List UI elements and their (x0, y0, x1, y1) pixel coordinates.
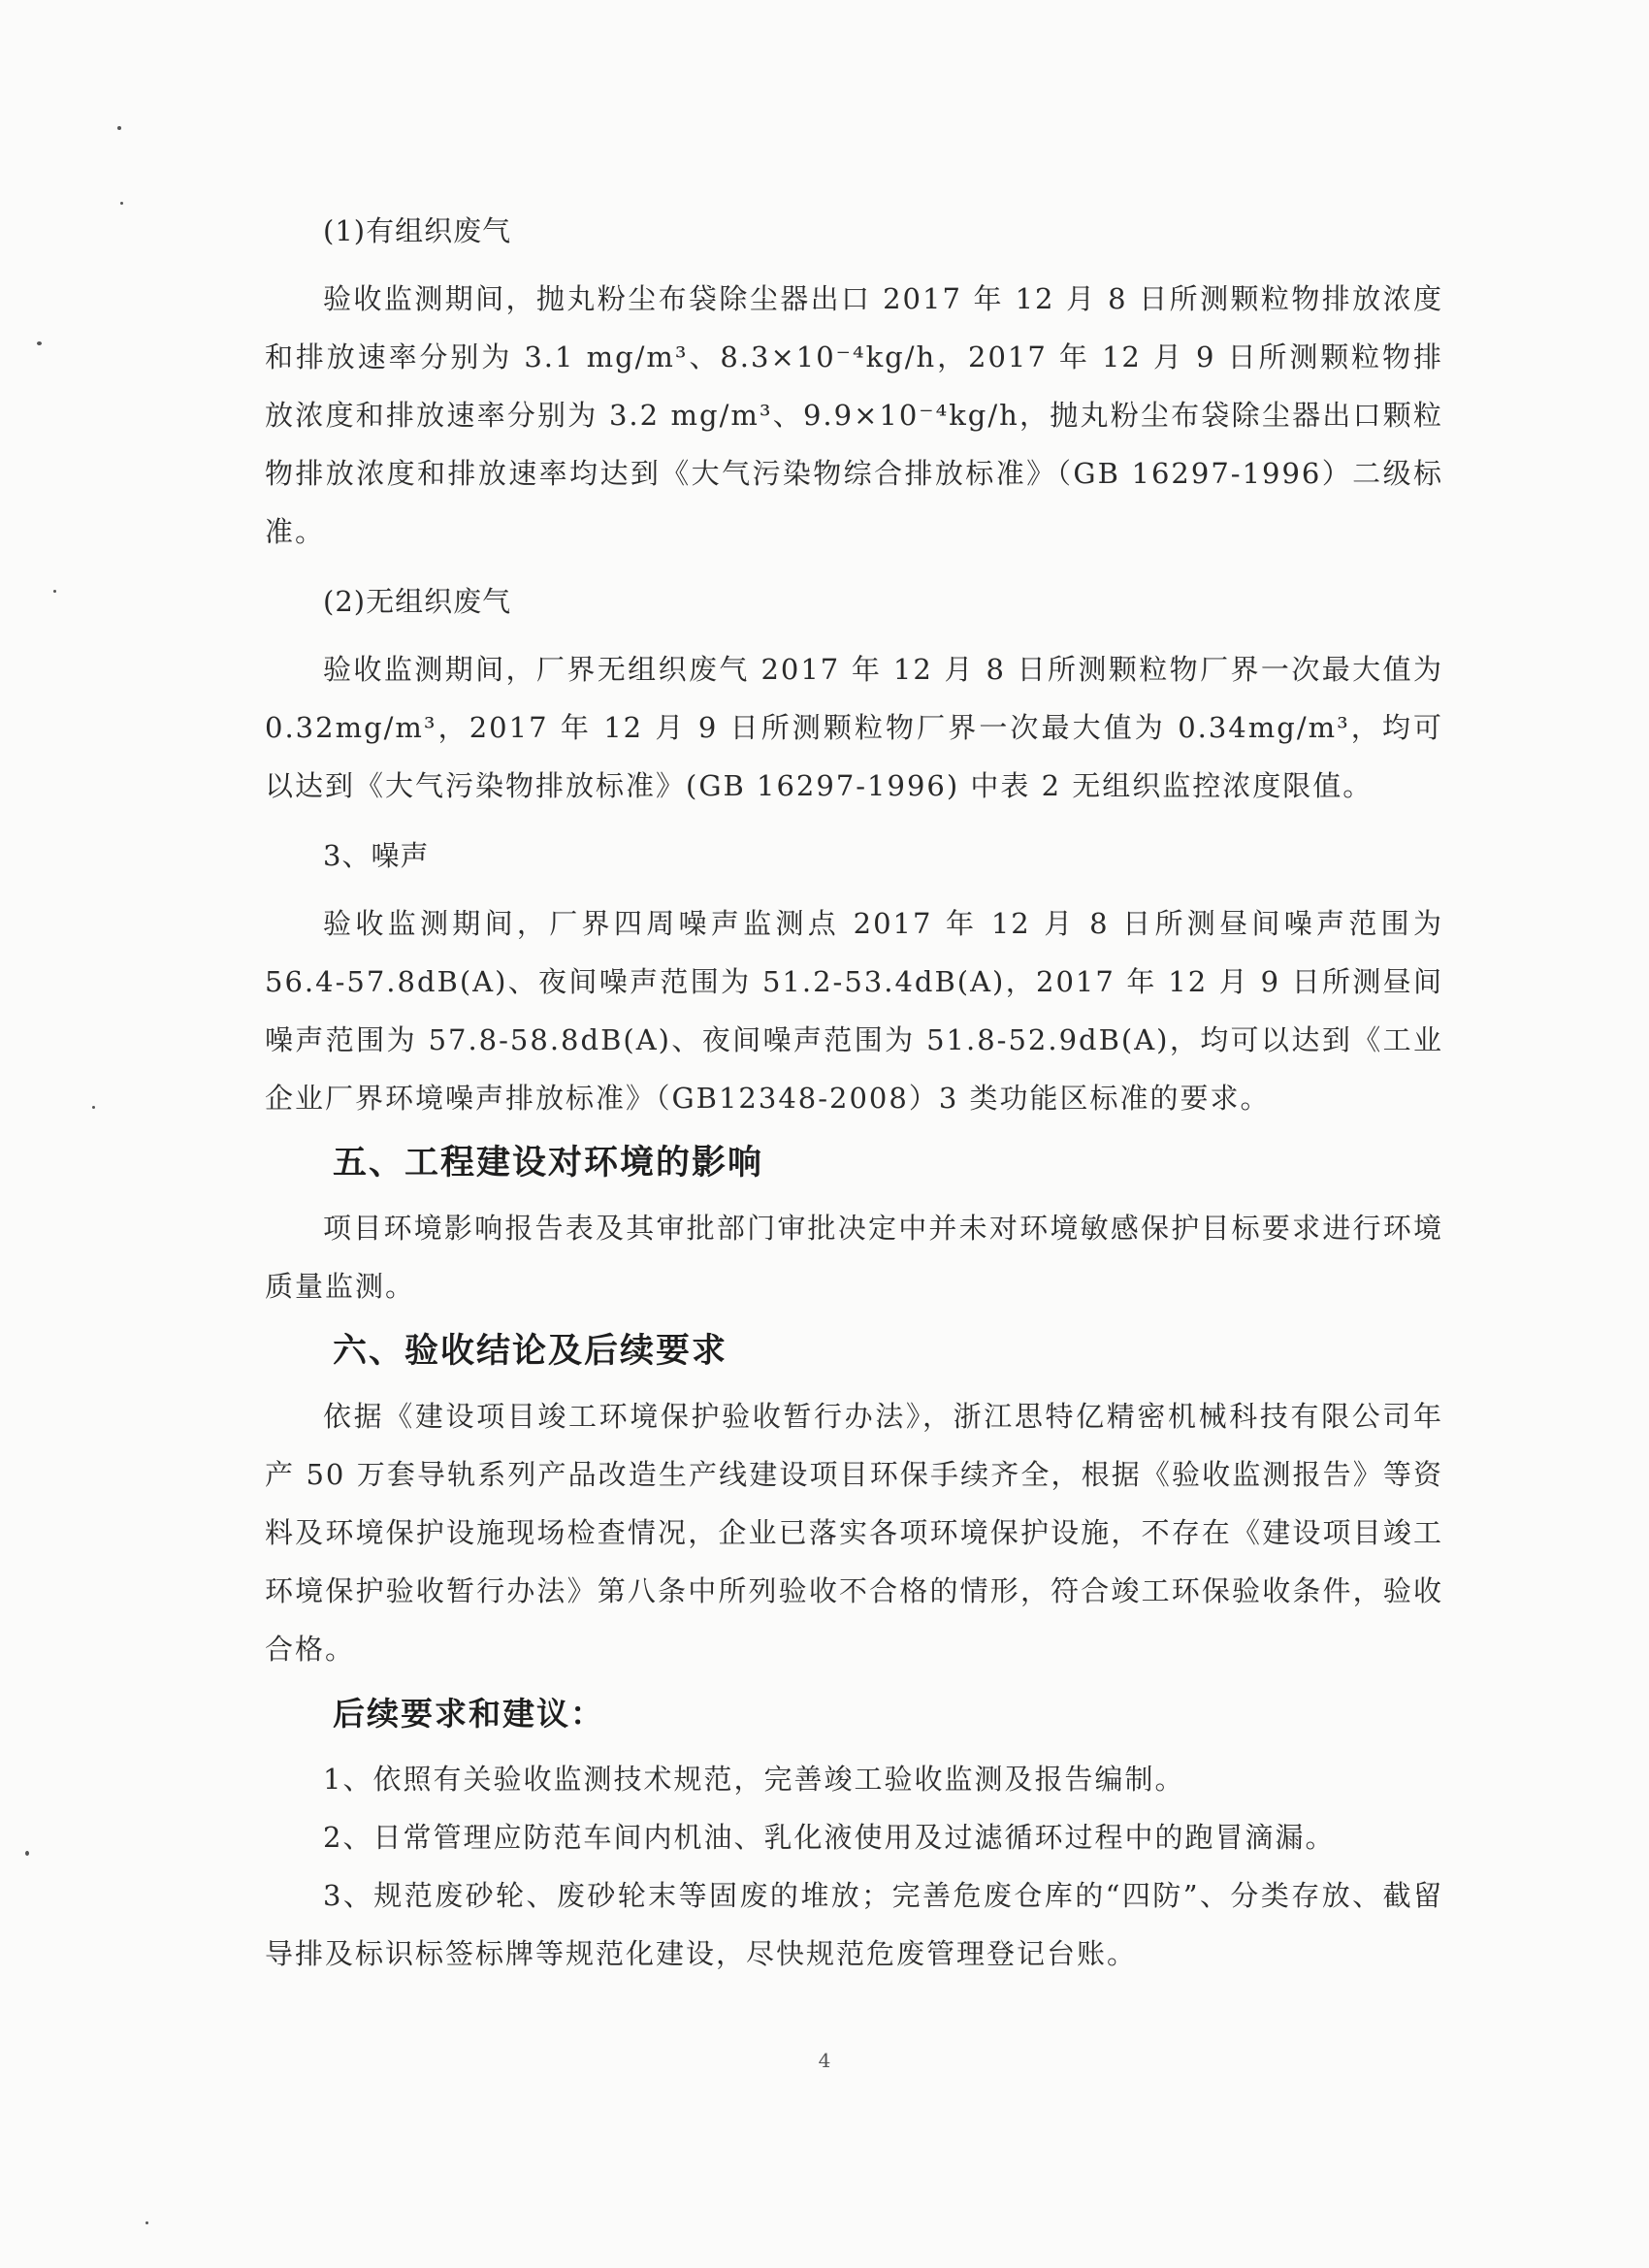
followup-item: 2、日常管理应防范车间内机油、乳化液使用及过滤循环过程中的跑冒滴漏。 (323, 1821, 1336, 1854)
followup-item: 3、规范废砂轮、废砂轮末等固废的堆放；完善危废仓库的“四防”、分类存放、截留导排及标识标签标牌等规范化建设，尽快规范危废管理登记台账。 (265, 1879, 1443, 1970)
scan-speck (92, 1106, 95, 1109)
page-number: 4 (818, 2049, 831, 2072)
scan-speck (25, 1851, 29, 1856)
paragraph-unorganized-gas: 验收监测期间，厂界无组织废气 2017 年 12 月 8 日所测颗粒物厂界一次最大值为 0.32mg/m³，2017 年 12 月 9 日所测颗粒物厂界一次最大值为 0.34mg/m³，均可以达到《大气污染物排放标准》(GB 16297-1996) 中表 2 无组织监控浓度限值。 (265, 653, 1443, 802)
paragraph-noise: 验收监测期间，厂界四周噪声监测点 2017 年 12 月 8 日所测昼间噪声范围为 56.4-57.8dB(A)、夜间噪声范围为 51.2-53.4dB(A)，2017 年 12 月 9 日所测昼间噪声范围为 57.8-58.8dB(A)、夜间噪声范围为 51.8-52.9dB(A)，均可以达到《工业企业厂界环境噪声排放标准》（GB12348-2008）3 类功能区标准的要求。 (265, 907, 1443, 1115)
scan-speck (146, 2221, 148, 2224)
paragraph-conclusion: 依据《建设项目竣工环境保护验收暂行办法》，浙江思特亿精密机械科技有限公司年产 50 万套导轨系列产品改造生产线建设项目环保手续齐全，根据《验收监测报告》等资料及环境保护设施现场检查情况，企业已落实各项环境保护设施，不存在《建设项目竣工环境保护验收暂行办法》第八条中所列验收不合格的情形，符合竣工环保验收条件，验收合格。 (265, 1400, 1443, 1666)
scan-speck (117, 126, 121, 130)
heading-environmental-impact: 五、工程建设对环境的影响 (333, 1144, 764, 1183)
section-title-unorganized-gas: (2)无组织废气 (323, 585, 512, 618)
section-title-organized-gas: (1)有组织废气 (323, 214, 512, 247)
document-body (265, 211, 1443, 1983)
section-title-noise: 3、噪声 (323, 839, 430, 872)
scan-speck (37, 341, 42, 345)
heading-followup: 后续要求和建议： (333, 1695, 604, 1733)
paragraph-organized-gas: 验收监测期间，抛丸粉尘布袋除尘器出口 2017 年 12 月 8 日所测颗粒物排放浓度和排放速率分别为 3.1 mg/m³、8.3×10⁻⁴kg/h，2017 年 12 月 9 日所测颗粒物排放浓度和排放速率分别为 3.2 mg/m³、9.9×10⁻⁴kg/h，抛丸粉尘布袋除尘器出口颗粒物排放浓度和排放速率均达到《大气污染物综合排放标准》（GB 16297-1996）二级标准。 (265, 282, 1443, 548)
scan-speck (53, 590, 56, 593)
heading-conclusion: 六、验收结论及后续要求 (333, 1332, 728, 1371)
scan-speck (120, 202, 123, 205)
paragraph-environmental-impact: 项目环境影响报告表及其审批部门审批决定中并未对环境敏感保护目标要求进行环境质量监测。 (265, 1212, 1443, 1303)
followup-item: 1、依照有关验收监测技术规范，完善竣工验收监测及报告编制。 (323, 1763, 1185, 1796)
